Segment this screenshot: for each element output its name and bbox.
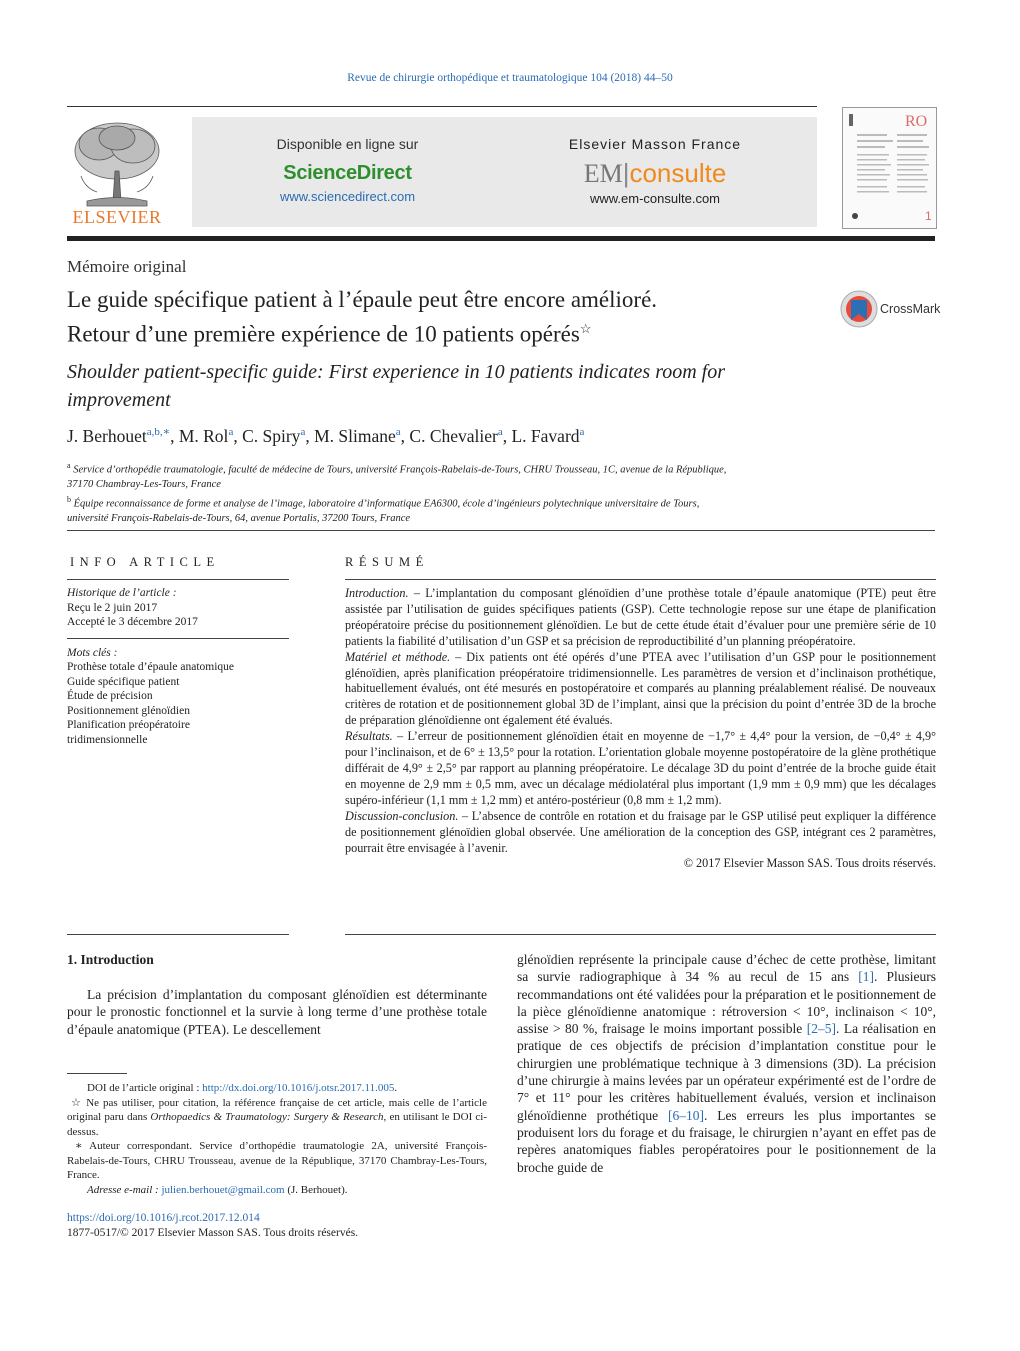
header-rule	[67, 106, 817, 107]
author-affiliation-mark[interactable]: a	[395, 426, 401, 438]
section-rule	[67, 530, 935, 531]
title-fr-line2: Retour d’une première expérience de 10 patients opérés	[67, 321, 580, 347]
consulte-logo-text: consulte	[629, 158, 727, 188]
author-affiliation-mark[interactable]: a	[300, 426, 306, 438]
article-doi-link[interactable]: https://doi.org/10.1016/j.rcot.2017.12.014	[67, 1212, 260, 1224]
affiliation-a: $^a$ Service d’orthopédie traumatologie, faculté de médecine de Tours, université François-Rabelais-de-Tours, CHRU Trousseau, 1C, avenue de la République, 37170 Chambray-Les-Tours, France	[67, 461, 727, 490]
author-list	[67, 425, 584, 447]
keyword: Positionnement glénoïdien	[67, 704, 190, 717]
original-doi-link[interactable]: http://dx.doi.org/10.1016/j.otsr.2017.11.005	[202, 1082, 395, 1094]
header-thick-rule	[67, 236, 935, 241]
copyright-notice: © 2017 Elsevier Masson SAS. Tous droits réservés.	[683, 856, 936, 871]
article-type: Mémoire original	[67, 257, 187, 276]
keyword: Étude de précision	[67, 690, 153, 702]
title-fr-line1: Le guide spécifique patient à l’épaule peut être encore amélioré.	[67, 287, 658, 312]
article-title-fr	[67, 285, 827, 349]
author: C. Chevalier$^a$,	[409, 425, 512, 446]
abstract-introduction: Introduction. – L’implantation du composant glénoïdien d’une prothèse totale d’épaule anatomique (PTE) peut être assistée par l’utilisation de guides spécifiques patients (GSP). Cette technologie repose sur une étape de planification préopératoire précise du positionnement glénoïdien. Le but de cette étude était d’évaluer pour une première série de 10 patients la fiabilité d’utilisation d’un GSP et sa précision de reproductibilité d’un planning préopératoire.	[345, 586, 936, 648]
sciencedirect-logo[interactable]: ScienceDirect	[283, 162, 412, 184]
asterisk-footnote-mark: ∗	[75, 1140, 83, 1152]
affiliations	[67, 459, 827, 526]
author-affiliation-mark[interactable]: a	[579, 426, 585, 438]
keywords-label: Mots clés :	[67, 646, 118, 659]
abstract	[345, 586, 936, 872]
abstract-results: Résultats. – L’erreur de positionnement glénoïdien était en moyenne de −1,7° ± 4,4° pour la version, de −0,4° ± 4,9° pour l’inclinaison, et de 6° ± 13,5° pour la rotation. L’orientation globale moyenne postopératoire de la glène prothétique différait de 4,9° ± 2,5° par rapport au planning préopératoire. Le décalage 3D du point d’entrée de la broche guide était en moyenne de 2,9 mm ± 0,5 mm, avec un décalage médiolatéral plus important (1,9 mm ± 0,9 mm) que les décalages supéro-inférieur (1,1 mm ± 1,2 mm) et antéro-postérieur (0,8 mm ± 1,2 mm).	[345, 729, 936, 807]
em-consulte-logo[interactable]: EM|consulte	[583, 158, 727, 188]
article-title-en: Shoulder patient-specific guide: First experience in 10 patients indicates room for improvement	[67, 361, 726, 411]
keywords-rule	[67, 638, 289, 639]
author: C. Spiry$^a$,	[242, 425, 315, 446]
abstract-discussion: Discussion-conclusion. – L’absence de contrôle en rotation et du fraisage par le GSP utilisé peut expliquer la différence de positionnement glénoïdien global observée. Une amélioration de la conception des GSP, intégrant ces 2 paramètres, pourrait être envisagée à l’avenir.	[345, 808, 936, 855]
crossmark-badge[interactable]	[840, 290, 940, 330]
em-consulte-block	[555, 136, 755, 206]
section-heading-introduction: 1. Introduction	[67, 952, 154, 967]
author-affiliation-mark[interactable]: a,b,∗	[146, 426, 171, 438]
em-consulte-link[interactable]: www.em-consulte.com	[589, 191, 721, 206]
keyword: tridimensionnelle	[67, 733, 148, 746]
footnote-email: Adresse e-mail : julien.berhouet@gmail.com (J. Berhouet).	[87, 1183, 348, 1196]
available-online-label: Disponible en ligne sur	[276, 136, 419, 152]
keyword: Guide spécifique patient	[67, 675, 180, 688]
author: L. Favard$^a$	[511, 425, 585, 446]
reference-link[interactable]: [6–10]	[667, 1107, 704, 1123]
article-info-box	[67, 586, 289, 747]
accepted-date: Accepté le 3 décembre 2017	[67, 616, 198, 628]
keyword: Prothèse totale d’épaule anatomique	[67, 661, 235, 673]
affiliation-b: $^b$ Équipe reconnaissance de forme et analyse de l’image, laboratoire d’informatique EA6300, école d’ingénieurs polytechnique universitaire de Tours, université François-Rabelais-de-Tours, 64, avenue Portalis, 37200 Tours, France	[67, 494, 700, 524]
footnote-star: ☆ Ne pas utiliser, pour citation, la référence française de cet article, mais celle de l’article original paru dans Orthopaedics & Traumatology: Surgery & Research, en utilisant le DOI ci-dessus.	[67, 1096, 487, 1138]
reference-link[interactable]: [1]	[858, 969, 874, 985]
publisher-label: Elsevier Masson France	[568, 136, 742, 152]
received-date: Reçu le 2 juin 2017	[67, 601, 158, 614]
info-article-heading: INFO ARTICLE	[70, 555, 220, 569]
em-logo-text: EM	[583, 159, 623, 188]
sciencedirect-link[interactable]: www.sciencedirect.com	[279, 189, 416, 204]
email-link[interactable]: julien.berhouet@gmail.com	[161, 1183, 285, 1196]
author-affiliation-mark[interactable]: a	[228, 426, 234, 438]
footnotes	[67, 1081, 487, 1197]
abstract-methods: Matériel et méthode. – Dix patients ont été opérés d’une PTEA avec l’utilisation d’un GSP pour le positionnement glénoïdien, après planification préopératoire tridimensionnelle. Les paramètres de version et d’inclinaison prothétique, habituellement évalués, ont été mesurés en postopératoire et comparés au planning préalablement réalisé. De nouveaux critères de rotation et de positionnement global 3D de l’implant, ainsi que la précision du point d’entrée 3D de la broche de préparation glénoïdienne ont également été évalués.	[345, 649, 936, 728]
svg-text:RO: RO	[905, 113, 928, 130]
journal-cover-thumbnail[interactable]	[842, 107, 937, 229]
footnote-doi: DOI de l’article original : http://dx.doi.org/10.1016/j.otsr.2017.11.005.	[87, 1082, 398, 1094]
author: M. Slimane$^a$,	[314, 425, 410, 446]
body-rule-left	[67, 934, 289, 935]
body-rule-right	[345, 934, 936, 935]
sciencedirect-block	[230, 136, 465, 204]
author-affiliation-mark[interactable]: a	[497, 426, 503, 438]
footnote-rule	[67, 1073, 127, 1074]
resume-rule	[345, 579, 936, 580]
journal-reference[interactable]: Revue de chirurgie orthopédique et traumatologique 104 (2018) 44–50	[347, 72, 673, 84]
intro-paragraph-left: La précision d’implantation du composant glénoïdien est déterminante pour le pronostic fonctionnel et la survie à long terme d’une prothèse totale d’épaule anatomique (PTEA). Le descellement	[67, 987, 487, 1037]
crossmark-icon	[840, 290, 880, 330]
elsevier-wordmark: ELSEVIER	[72, 207, 162, 227]
info-rule	[67, 579, 289, 580]
resume-heading: RÉSUMÉ	[345, 555, 429, 569]
crossmark-label: CrossMark	[880, 302, 941, 316]
title-star-footnote-mark[interactable]: ☆	[579, 321, 592, 336]
star-footnote-mark: ☆	[71, 1096, 83, 1109]
keyword: Planification préopératoire	[67, 719, 190, 731]
author: J. Berhouet$^{a,b,∗}$,	[67, 425, 179, 446]
author: M. Rol$^a$,	[178, 425, 243, 446]
reference-link[interactable]: [2–5]	[806, 1021, 836, 1037]
issn-copyright: 1877-0517/© 2017 Elsevier Masson SAS. Tous droits réservés.	[67, 1227, 359, 1239]
history-label: Historique de l’article :	[67, 587, 177, 599]
intro-paragraph-right: glénoïdien représente la principale cause d’échec de cette prothèse, limitant sa survie radiographique à 34 % au recul de 15 ans [1]. Plusieurs recommandations ont été validées pour la préparation et le positionnement de la pièce glénoïdienne anatomique : rétroversion < 10°, inclinaison < 10°, assise > 80 %, fraisage le moins important possible [2–5]. La réalisation en pratique de ces objectifs de précision d’implantation constitue pour le chirurgien une problématique technique à 3 dimensions (3D). La précision d’une chirurgie à mains levées par un opérateur expérimenté est de l’ordre de 7° et 11° pour les critères habituellement évalués, version et inclinaison glénoïdienne prothétique [6–10]. Les erreurs les plus importantes se produisent lors du forage et du fraisage, le chirurgien n’ayant en effet pas de repères anatomiques fiables peropératoires pour le positionnement de la broche guide de	[517, 952, 936, 1175]
svg-text:1: 1	[925, 209, 932, 223]
footnote-corresponding: ∗ Auteur correspondant. Service d’orthopédie traumatologie 2A, université François-Rabelais-de-Tours, CHRU Trousseau, avenue de la République, 37170 Chambray-Les-Tours, France.	[67, 1140, 487, 1181]
